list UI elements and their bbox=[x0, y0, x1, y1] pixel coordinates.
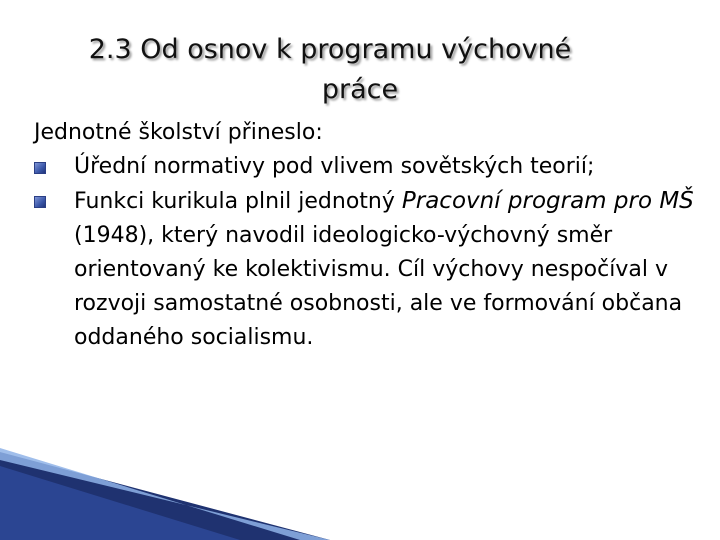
bullet-item-2-suffix: (1948), který navodil ideologicko-výchovný směr orientovaný ke kolektivismu. Cíl výchovy nespočíval v rozvoji samostatné osobnosti, ale ve formování občana oddaného socialismu. bbox=[74, 223, 683, 350]
intro-text: Jednotné školství přineslo: bbox=[34, 120, 323, 145]
square-bullet-icon bbox=[34, 162, 46, 174]
slide-title bbox=[0, 30, 720, 110]
title-line-1: 2.3 Od osnov k programu výchovné bbox=[88, 34, 572, 65]
square-bullet-icon bbox=[34, 196, 46, 208]
decoration-mid-wedge bbox=[0, 466, 240, 540]
bullet-item-2-program-name: Pracovní program pro MŠ bbox=[401, 188, 694, 214]
bullet-item-2-prefix: Funkci kurikula plnil jednotný bbox=[74, 189, 402, 214]
title-line-2: práce bbox=[321, 74, 399, 105]
bullet-item-1-text: Úřední normativy pod vlivem sovětských teorií; bbox=[74, 154, 595, 179]
corner-decoration bbox=[0, 448, 720, 540]
bullet-item-1 bbox=[34, 150, 704, 184]
bullet-item-2 bbox=[34, 184, 704, 355]
slide-body bbox=[34, 116, 704, 355]
